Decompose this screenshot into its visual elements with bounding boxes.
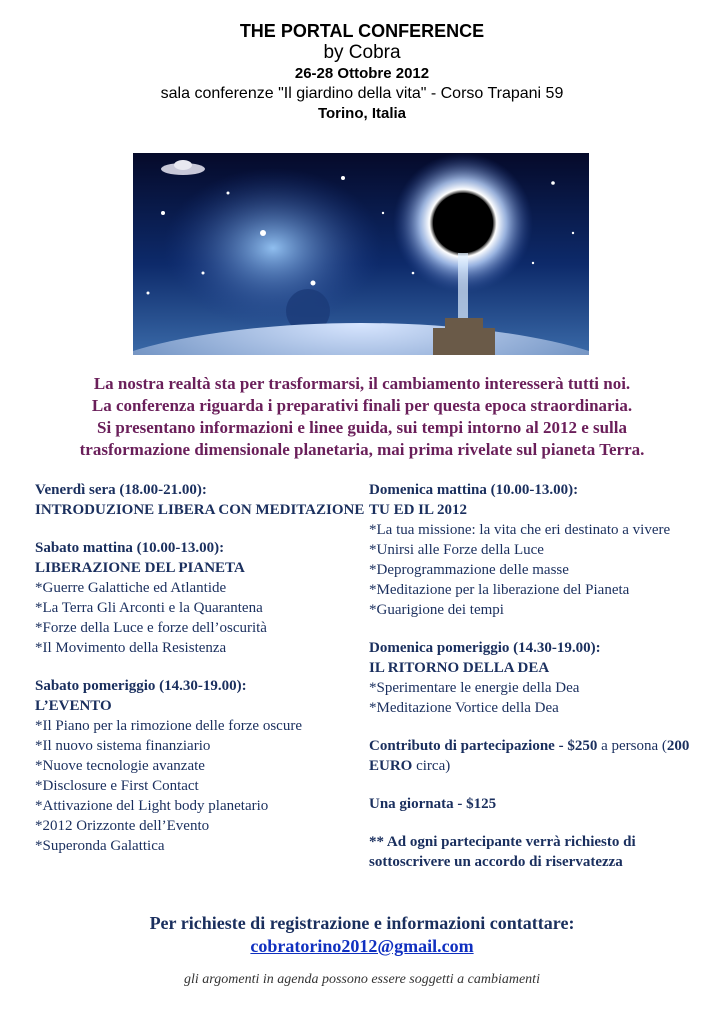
session-item: *Guarigione dei tempi — [369, 602, 504, 618]
fee-euro: 200 EURO — [369, 738, 690, 774]
city: Torino, Italia — [317, 105, 407, 122]
fee-label: Contributo di partecipazione - $250 — [369, 738, 598, 754]
session-item: *Meditazione Vortice della Dea — [369, 700, 559, 716]
session-item: *Meditazione per la liberazione del Pianeta — [369, 582, 630, 598]
contact-email-link[interactable]: cobratorino2012@gmail.com — [250, 936, 474, 956]
session-title: LIBERAZIONE DEL PIANETA — [35, 560, 245, 576]
session-item: *2012 Orizzonte dell’Evento — [35, 818, 210, 834]
session-item: *Il Movimento della Resistenza — [35, 640, 227, 656]
session-time: Domenica pomeriggio (14.30-19.00): — [369, 640, 601, 656]
intro-line: La nostra realtà sta per trasformarsi, il cambiamento interesserà tutti noi. — [93, 374, 631, 393]
eclipse-illustration — [133, 153, 589, 355]
contact-section — [0, 912, 724, 958]
conference-title: THE PORTAL CONFERENCE — [239, 21, 485, 41]
byline: by Cobra — [323, 42, 401, 63]
session-item: *La Terra Gli Arconti e la Quarantena — [35, 600, 263, 616]
session-item: *Disclosure e First Contact — [35, 778, 199, 794]
right-program-column — [369, 480, 709, 872]
contact-line: Per richieste di registrazione e informazioni contattare: — [149, 913, 575, 933]
session-time: Venerdì sera (18.00-21.00): — [35, 482, 207, 498]
footer-disclaimer: gli argomenti in agenda possono essere soggetti a cambiamenti — [184, 972, 540, 987]
intro-line: Si presentano informazioni e linee guida, sui tempi intorno al 2012 e sulla — [96, 418, 628, 437]
session-item: *Deprogrammazione delle masse — [369, 562, 569, 578]
cosmic-banner-image — [133, 153, 589, 355]
session-item: *Sperimentare le energie della Dea — [369, 680, 580, 696]
session-item: *La tua missione: la vita che eri destinato a vivere — [369, 522, 671, 538]
intro-line: trasformazione dimensionale planetaria, mai prima rivelate sul pianeta Terra. — [79, 440, 645, 459]
event-dates: 26-28 Ottobre 2012 — [294, 65, 430, 82]
intro-paragraph — [0, 373, 724, 461]
session-title: TU ED IL 2012 — [369, 502, 467, 518]
session-item: *Unirsi alle Forze della Luce — [369, 542, 544, 558]
intro-line: La conferenza riguarda i preparativi finali per questa epoca straordinaria. — [91, 396, 633, 415]
session-item: *Attivazione del Light body planetario — [35, 798, 269, 814]
session-item: *Il nuovo sistema finanziario — [35, 738, 211, 754]
session-item: *Nuove tecnologie avanzate — [35, 758, 205, 774]
venue: sala conferenze "Il giardino della vita" - Corso Trapani 59 — [160, 85, 564, 102]
session-item: *Il Piano per la rimozione delle forze oscure — [35, 718, 302, 734]
fee-tail: circa) — [412, 758, 451, 774]
session-title: IL RITORNO DELLA DEA — [369, 660, 550, 676]
left-program-column — [35, 480, 365, 856]
fee-rest: a persona ( — [597, 738, 667, 754]
session-item: *Guerre Galattiche ed Atlantide — [35, 580, 227, 596]
session-title: L’EVENTO — [35, 698, 112, 714]
single-day-fee: Una giornata - $125 — [369, 796, 497, 812]
confidentiality-note: ** Ad ogni partecipante verrà richiesto di sottoscrivere un accordo di riservatezza — [369, 834, 636, 870]
participation-fee — [369, 736, 709, 776]
session-item: *Forze della Luce e forze dell’oscurità — [35, 620, 267, 636]
session-time: Sabato pomeriggio (14.30-19.00): — [35, 678, 247, 694]
session-time: Sabato mattina (10.00-13.00): — [35, 540, 225, 556]
session-time: Domenica mattina (10.00-13.00): — [369, 482, 579, 498]
session-title: INTRODUZIONE LIBERA CON MEDITAZIONE — [35, 502, 365, 518]
session-item: *Superonda Galattica — [35, 838, 165, 854]
header — [0, 20, 724, 124]
